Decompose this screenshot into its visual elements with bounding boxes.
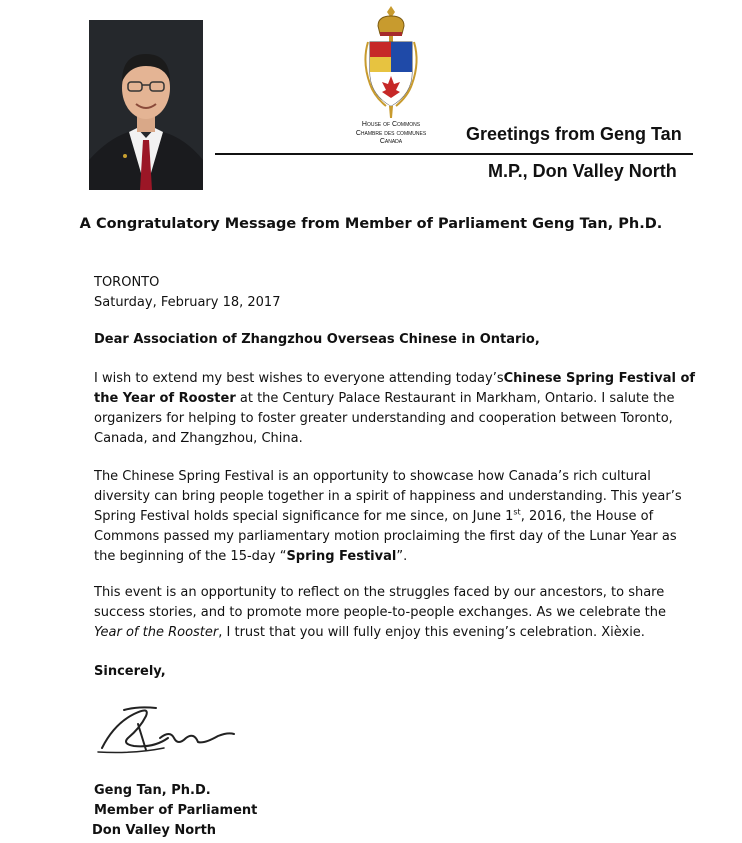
p2-text-5a: the beginning of the 15-day “ <box>94 549 287 564</box>
p1-line-2 <box>94 389 694 409</box>
paragraph-2 <box>94 467 694 567</box>
paragraph-1 <box>94 369 694 449</box>
p3-text-3b: , I trust that you will fully enjoy this evening’s celebration. Xièxie. <box>218 625 645 640</box>
p2-line-3 <box>94 507 694 527</box>
p1-line-3: organizers for helping to foster greater understanding and cooperation between Toronto, <box>94 411 673 426</box>
p3-line-3 <box>94 623 694 643</box>
p2-text-3a: Spring Festival holds special significance for me since, on June 1 <box>94 509 514 524</box>
p3-line-1: This event is an opportunity to reflect on the struggles faced by our ancestors, to share <box>94 585 665 600</box>
house-name-en: House of Commons <box>361 121 421 128</box>
house-of-commons-wordmark <box>330 121 452 147</box>
p1-event-name-a: Chinese Spring Festival of <box>503 371 696 386</box>
p2-line-2: diversity can bring people together in a spirit of happiness and understanding. This year’s <box>94 489 682 504</box>
paragraph-3 <box>94 583 694 643</box>
house-name-fr: Chambre des communes <box>355 129 427 137</box>
signer-name: Geng Tan, Ph.D. <box>94 783 211 798</box>
p1-line-4: Canada, and Zhangzhou, China. <box>94 431 303 446</box>
greeting-title: Greetings from Geng Tan <box>466 124 682 144</box>
letterhead-divider <box>215 153 693 155</box>
p2-superscript: st <box>513 507 521 517</box>
p1-line-1 <box>94 369 694 389</box>
p2-text-5c: ”. <box>396 549 408 564</box>
p2-line-1: The Chinese Spring Festival is an opportunity to showcase how Canada’s rich cultural <box>94 469 651 484</box>
p1-event-name-b: the Year of Rooster <box>94 391 236 406</box>
p2-text-3b: , 2016, the House of <box>520 509 654 524</box>
p3-line-2: success stories, and to promote more people-to-people exchanges. As we celebrate the <box>94 605 666 620</box>
signer-title: Member of Parliament <box>94 803 258 818</box>
house-of-commons-crest <box>356 2 426 120</box>
p1-text-c: at the Century Palace Restaurant in Markham, Ontario. I salute the <box>235 391 675 406</box>
p3-year-name: Year of the Rooster <box>94 625 219 640</box>
p1-text-a: I wish to extend my best wishes to everyone attending today’s <box>94 371 504 386</box>
mp-riding: M.P., Don Valley North <box>488 161 677 181</box>
signer-block <box>94 781 694 841</box>
p2-festival-name: Spring Festival <box>286 549 397 564</box>
closing: Sincerely, <box>94 664 166 679</box>
salutation: Dear Association of Zhangzhou Overseas Chinese in Ontario, <box>94 332 540 347</box>
handwritten-signature <box>94 694 238 766</box>
signer-riding: Don Valley North <box>92 823 217 838</box>
date: Saturday, February 18, 2017 <box>94 295 281 310</box>
letter-heading: A Congratulatory Message from Member of Parliament Geng Tan, Ph.D. <box>79 216 663 232</box>
portrait-photo <box>89 20 203 190</box>
location: TORONTO <box>94 275 160 290</box>
dateline <box>94 273 694 313</box>
p2-line-5 <box>94 547 694 567</box>
country-name: Canada <box>379 138 403 145</box>
p2-line-4: Commons passed my parliamentary motion proclaiming the first day of the Lunar Year as <box>94 529 677 544</box>
